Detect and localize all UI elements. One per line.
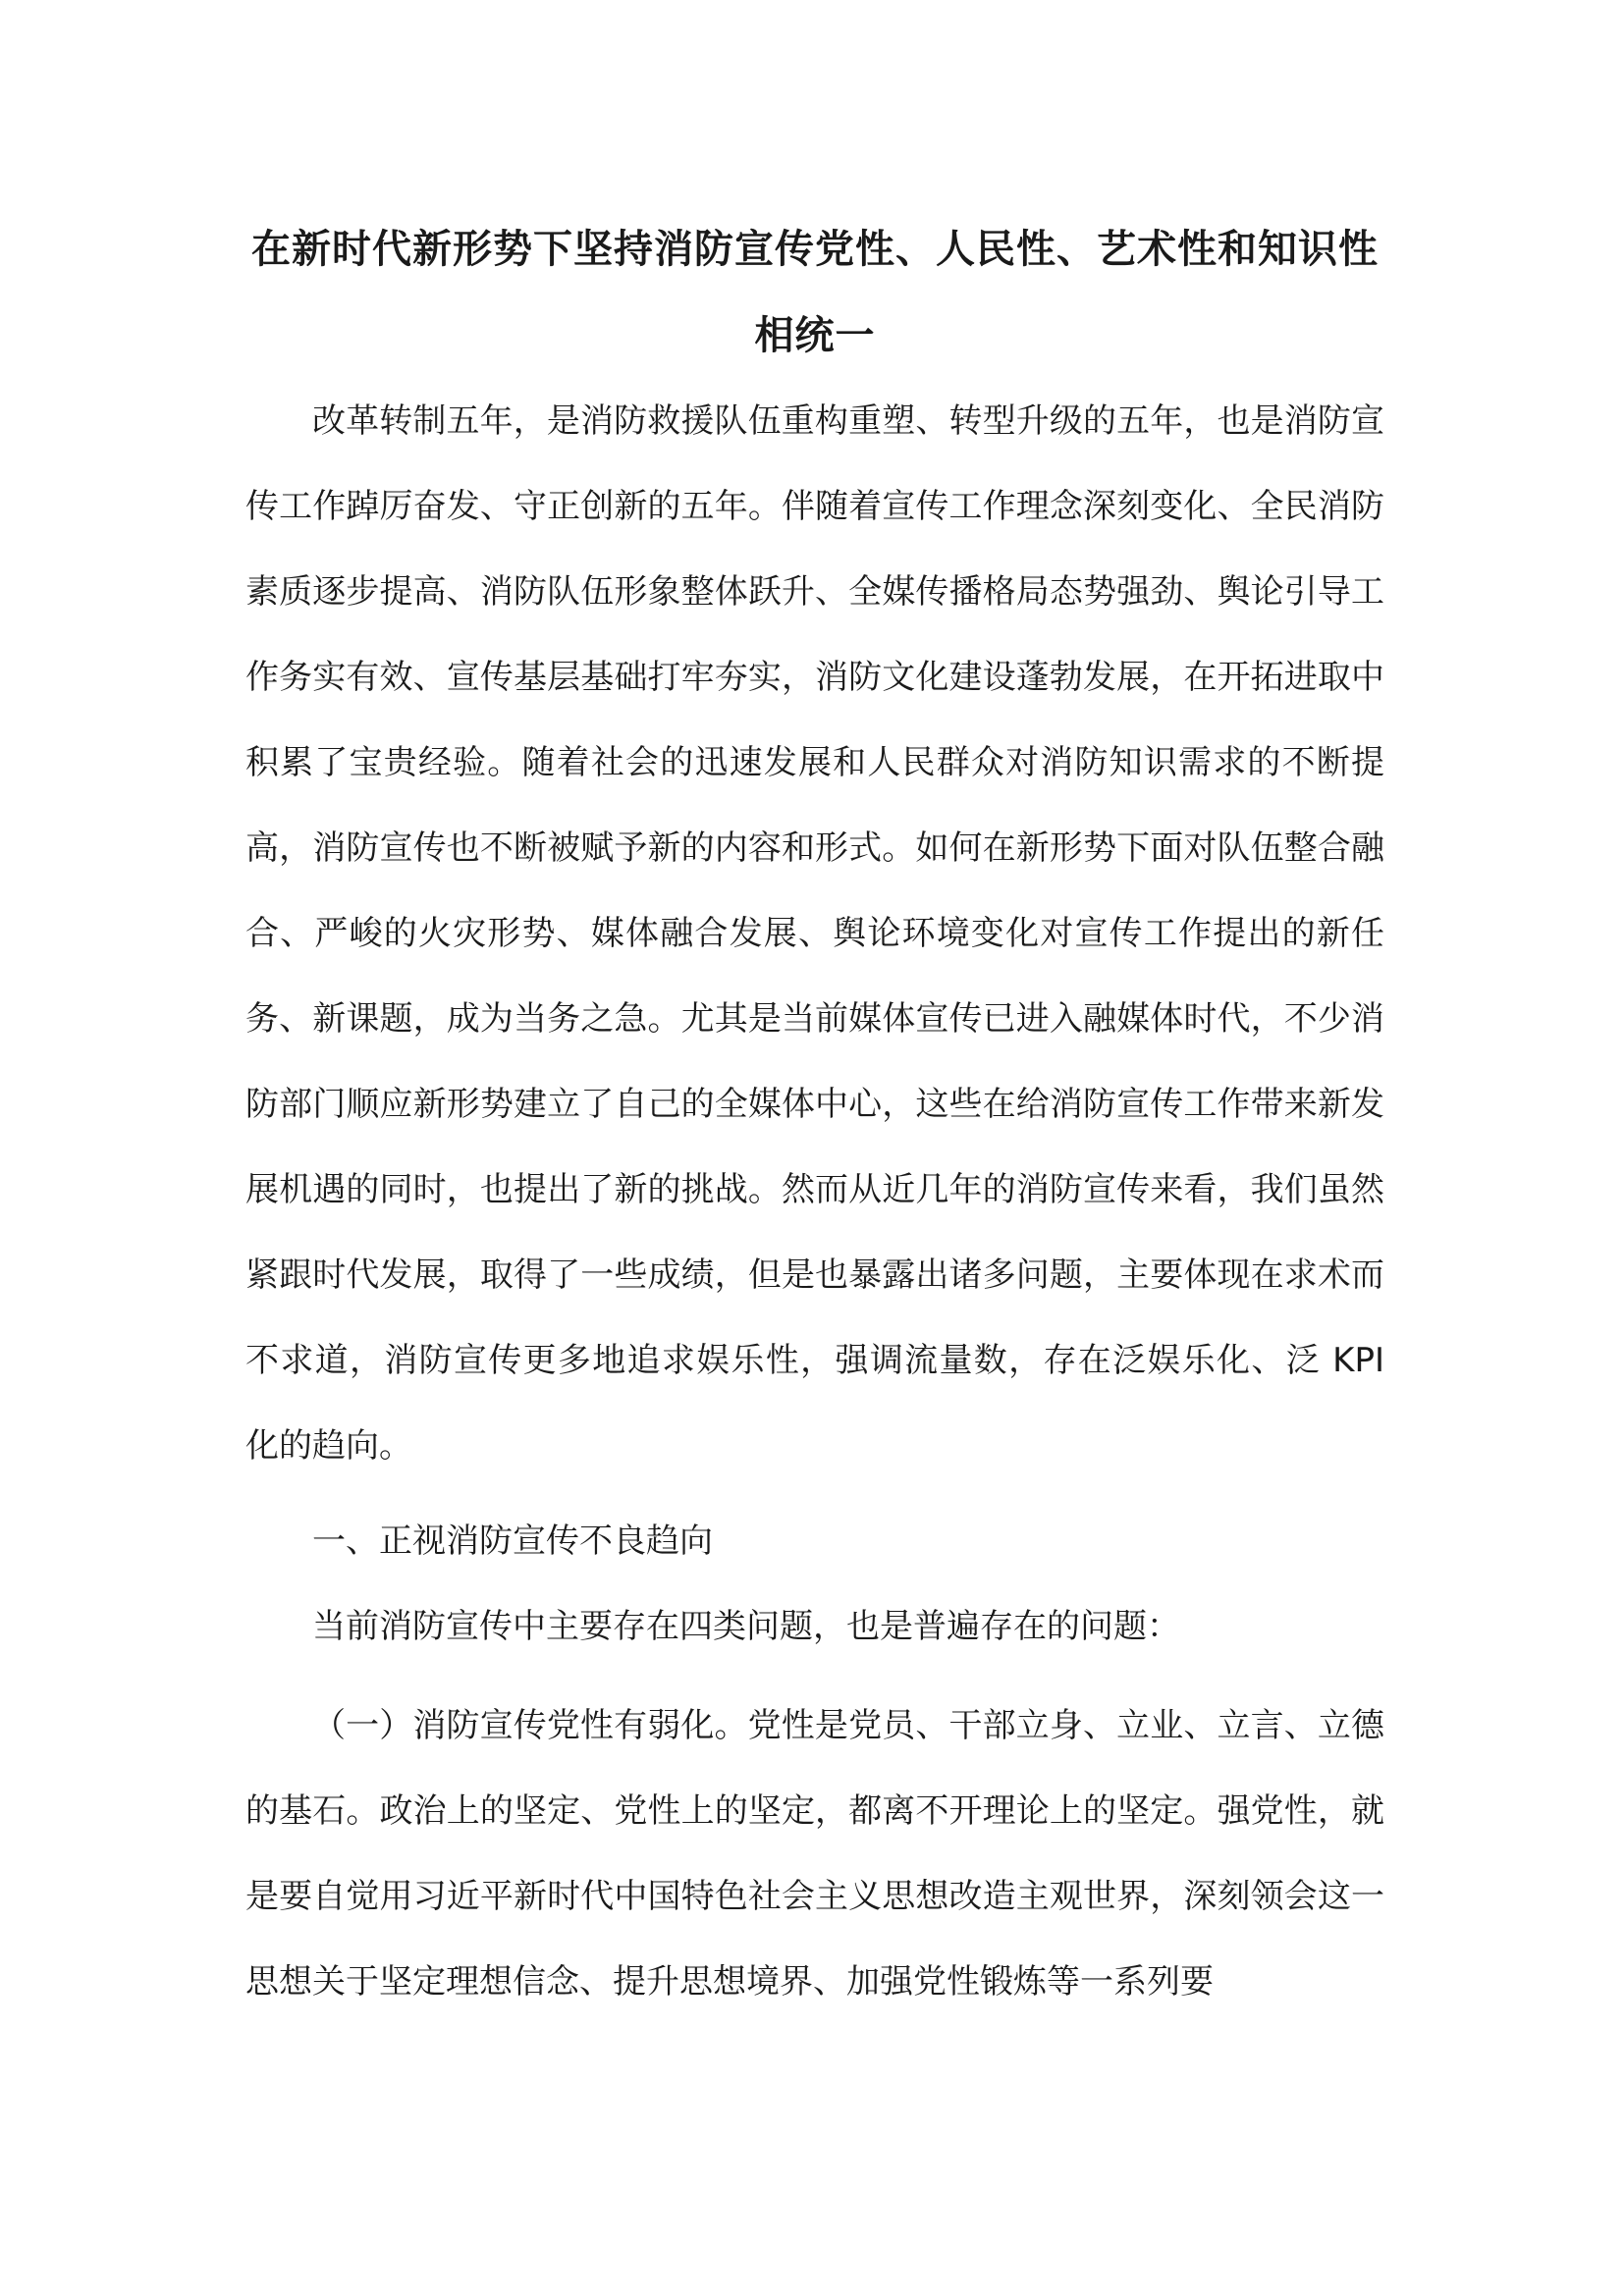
sub-paragraph: （一）消防宣传党性有弱化。党性是党员、干部立身、立业、立言、立德的基石。政治上的坚定、党性上的坚定，都离不开理论上的坚定。强党性，就是要自觉用习近平新时代中国特色社会主义思想改造主观世界，深刻领会这一思想关于坚定理想信念、提升思想境界、加强党性锻炼等一系列要 <box>245 1706 1384 2002</box>
document-title: 在新时代新形势下坚持消防宣传党性、人民性、艺术性和知识性相统一 <box>251 227 1379 358</box>
intro-paragraph: 当前消防宣传中主要存在四类问题，也是普遍存在的问题： <box>312 1607 1180 1646</box>
section-heading: 一、正视消防宣传不良趋向 <box>312 1522 713 1561</box>
body-paragraph: 改革转制五年，是消防救援队伍重构重塑、转型升级的五年，也是消防宣传工作踔厉奋发、守正创新的五年。伴随着宣传工作理念深刻变化、全民消防素质逐步提高、消防队伍形象整体跃升、全媒传播格局态势强劲、舆论引导工作务实有效、宣传基层基础打牢夯实，消防文化建设蓬勃发展，在开拓进取中积累了宝贵经验。随着社会的迅速发展和人民群众对消防知识需求的不断提高，消防宣传也不断被赋予新的内容和形式。如何在新形势下面对队伍整合融合、严峻的火灾形势、媒体融合发展、舆论环境变化对宣传工作提出的新任务、新课题，成为当务之急。尤其是当前媒体宣传已进入融媒体时代，不少消防部门顺应新形势建立了自己的全媒体中心，这些在给消防宣传工作带来新发展机遇的同时，也提出了新的挑战。然而从近几年的消防宣传来看，我们虽然紧跟时代发展，取得了一些成绩，但是也暴露出诸多问题，主要体现在求术而不求道，消防宣传更多地追求娱乐性，强调流量数，存在泛娱乐化、泛 KPI 化的趋向。 <box>245 401 1384 1466</box>
document-page <box>245 206 1384 2025</box>
